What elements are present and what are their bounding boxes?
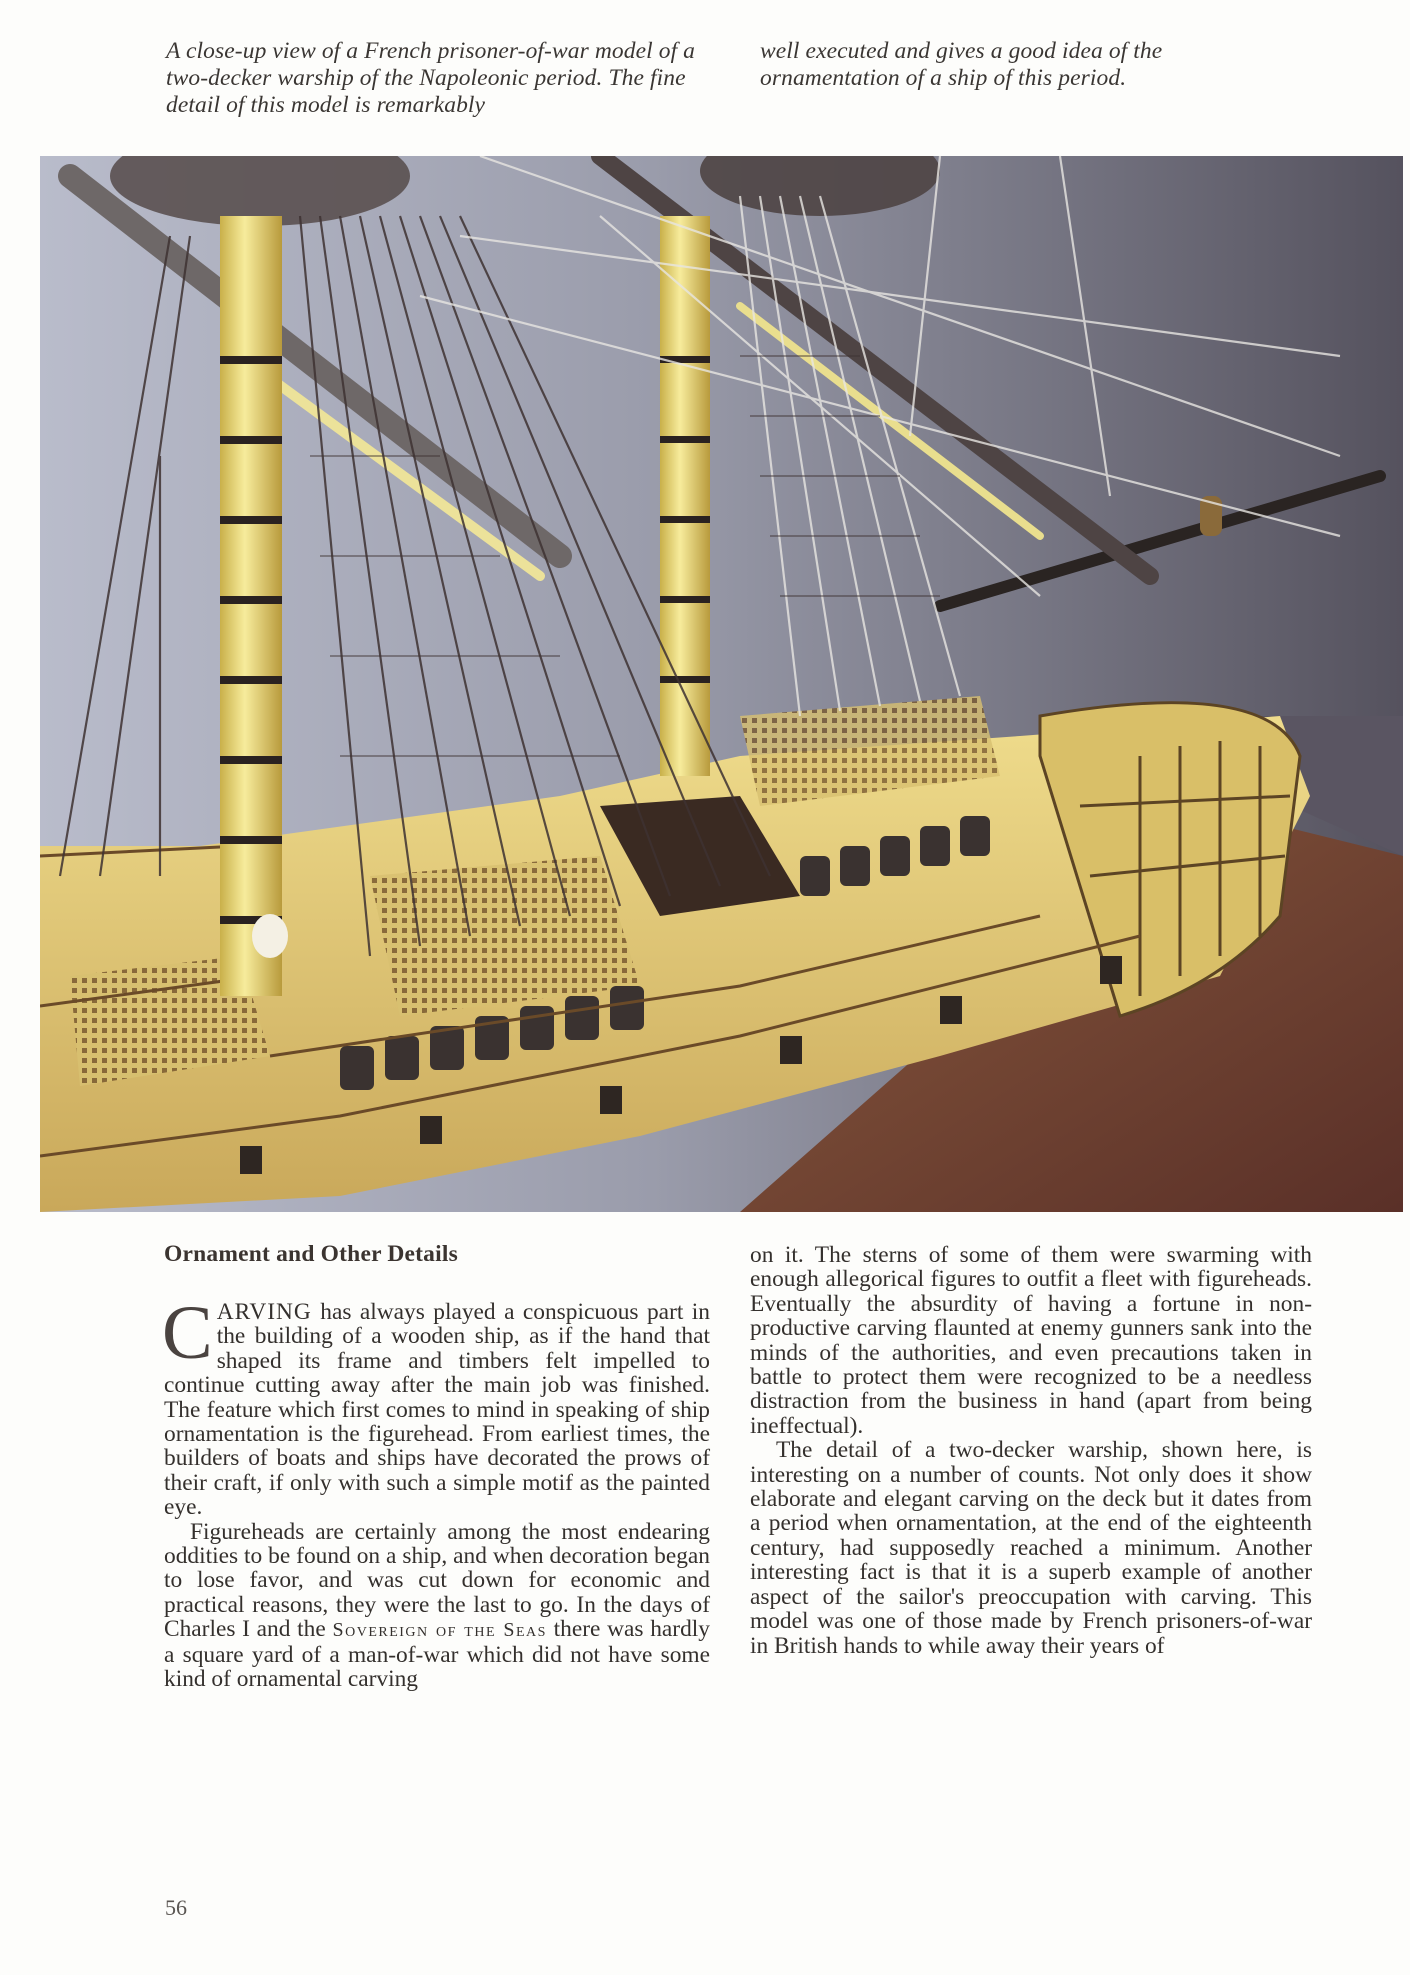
- text-column-right: [750, 1243, 1312, 1658]
- drop-cap: C: [162, 1291, 213, 1375]
- ship-name-smallcaps: Sovereign of the Seas: [332, 1619, 547, 1642]
- paragraph: The detail of a two-decker warship, shown here, is interesting on a number of counts. Not only does it show elaborate and elegant carving on the deck but it dates from a period when ornamentation, at the end of the eighteenth century, had supposedly reached a minimum. Another interesting fact is that it is a superb example of another aspect of the sailor's preoccupation with carving. This model was one of those made by French prisoners-of-war in British hands to while away their years of: [750, 1437, 1312, 1659]
- paragraph-text: has always played a conspicuous part in the building of a wooden ship, as if the hand that shaped its frame and timbers felt impelled to continue cutting away after the main job was finished. The feature which first comes to mind in speaking of ship ornamentation is the figurehead. From earliest times, the builders of boats and ships have decorated the prows of their craft, if only with such a simple motif as the painted eye.: [164, 1299, 710, 1521]
- photo-caption-left: A close-up view of a French prisoner-of-war model of a two-decker warship of the Napoleonic period. The fine detail of this model is remarkably: [166, 38, 696, 118]
- ship-model-illustration: [40, 156, 1403, 1212]
- photo-caption-right: well executed and gives a good idea of the ornamentation of a ship of this period.: [760, 38, 1163, 91]
- first-word-caps: ARVING: [216, 1299, 312, 1325]
- text-column-left: [162, 1291, 710, 1693]
- ship-model-photo: [40, 156, 1403, 1212]
- paragraph-text: there was hardly a square yard of a man-of-war which did not have some kind of ornamental carving: [164, 1616, 710, 1693]
- section-heading: Ornament and Other Details: [164, 1241, 458, 1267]
- page-number: 56: [165, 1895, 187, 1920]
- paragraph: [164, 1520, 710, 1692]
- paragraph: [162, 1291, 710, 1521]
- paragraph-text: Figureheads are certainly among the most endearing oddities to be found on a ship, and when decoration began to lose favor, and was cut down for economic and practical reasons, they were the last to go. In the days of Charles I and the: [164, 1518, 710, 1643]
- paragraph: on it. The sterns of some of them were swarming with enough allegorical figures to outfit a fleet with figureheads. Eventually the absurdity of having a fortune in non-productive carving flaunted at enemy gunners sank into the minds of the authorities, and even precautions taken in battle to protect them were recognized to be a needless distraction from the business in hand (apart from being ineffectual).: [750, 1242, 1312, 1439]
